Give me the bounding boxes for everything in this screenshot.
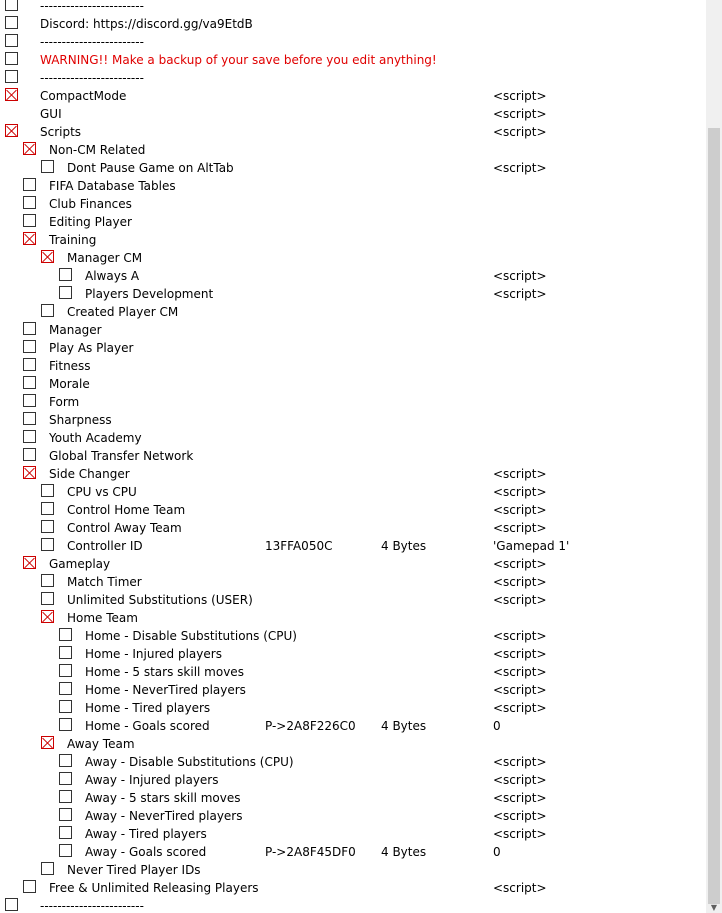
row-description: Control Home Team [67,503,186,517]
row-value[interactable]: <script> [493,557,547,571]
table-row[interactable] [0,159,706,177]
row-description: Control Away Team [67,521,182,535]
checkbox[interactable] [41,538,54,551]
checkbox[interactable] [23,322,36,335]
row-description: Manager [49,323,102,337]
row-value[interactable]: <script> [493,593,547,607]
row-value[interactable]: <script> [493,773,547,787]
row-description: Away - NeverTired players [85,809,243,823]
row-description: Home - Goals scored [85,719,210,733]
checkbox[interactable] [59,286,72,299]
checkbox[interactable] [23,214,36,227]
row-description: Always A [85,269,140,283]
row-description: Dont Pause Game on AltTab [67,161,234,175]
row-description: Home - NeverTired players [85,683,246,697]
scrollbar-thumb[interactable] [708,128,720,904]
checked-checkbox[interactable] [41,736,54,749]
row-description: Editing Player [49,215,132,229]
checkbox[interactable] [41,160,54,173]
row-description: Match Timer [67,575,142,589]
row-description: Home - Disable Substitutions (CPU) [85,629,297,643]
checkbox[interactable] [41,862,54,875]
row-value[interactable]: <script> [493,125,547,139]
row-value[interactable]: <script> [493,161,547,175]
row-description: Away Team [67,737,135,751]
checkbox[interactable] [23,880,36,893]
table-row[interactable] [0,717,706,735]
checkbox[interactable] [59,826,72,839]
checkbox[interactable] [23,340,36,353]
row-description: Away - Goals scored [85,845,207,859]
checkbox[interactable] [59,790,72,803]
row-description: Created Player CM [67,305,179,319]
table-row[interactable] [0,15,706,33]
row-type: 4 Bytes [381,719,427,733]
row-value[interactable]: 0 [493,845,501,859]
table-row[interactable] [0,303,706,321]
table-row[interactable] [0,51,706,69]
row-description: Discord: https://discord.gg/va9EtdB [40,17,253,31]
table-row[interactable] [0,753,706,771]
row-value[interactable]: <script> [493,575,547,589]
checkbox[interactable] [41,484,54,497]
table-row[interactable] [0,807,706,825]
checkbox[interactable] [59,628,72,641]
row-value[interactable]: <script> [493,647,547,661]
row-description: Scripts [40,125,82,139]
table-row[interactable] [0,537,706,555]
checkbox[interactable] [59,844,72,857]
row-description: CompactMode [40,89,127,103]
table-row[interactable] [0,483,706,501]
checkbox[interactable] [59,754,72,767]
row-description: Away - Injured players [85,773,219,787]
table-row[interactable] [0,663,706,681]
row-description: GUI [40,107,62,121]
row-description: Unlimited Substitutions (USER) [67,593,253,607]
row-description: Training [49,233,97,247]
row-value[interactable]: <script> [493,503,547,517]
checkbox[interactable] [41,574,54,587]
row-description: Play As Player [49,341,134,355]
table-row[interactable] [0,285,706,303]
checkbox[interactable] [23,430,36,443]
table-row[interactable] [0,609,706,627]
row-address: P->2A8F45DF0 [265,845,356,859]
checkbox[interactable] [59,772,72,785]
table-row[interactable] [0,789,706,807]
row-value[interactable]: 'Gamepad 1' [493,539,570,553]
table-row[interactable] [0,411,706,429]
checkbox[interactable] [5,16,18,29]
table-row[interactable] [0,591,706,609]
checkbox[interactable] [41,502,54,515]
checkbox[interactable] [5,52,18,65]
checkbox[interactable] [23,196,36,209]
row-value[interactable]: <script> [493,809,547,823]
row-description: ------------------------ [40,35,144,49]
table-row[interactable] [0,825,706,843]
table-row[interactable] [0,645,706,663]
table-row[interactable] [0,447,706,465]
row-description: Away - 5 stars skill moves [85,791,241,805]
row-description: ------------------------ [40,899,144,913]
table-row[interactable] [0,555,706,573]
checkbox[interactable] [5,34,18,47]
row-description: Home Team [67,611,138,625]
row-address: P->2A8F226C0 [265,719,356,733]
checkbox[interactable] [59,700,72,713]
row-value[interactable]: <script> [493,287,547,301]
row-value[interactable]: <script> [493,791,547,805]
checkbox[interactable] [23,376,36,389]
checked-checkbox[interactable] [23,466,36,479]
row-description: Controller ID [67,539,143,553]
scroll-down-arrow-icon[interactable]: ▼ [710,903,718,912]
checked-checkbox[interactable] [5,124,18,137]
table-row[interactable] [0,87,706,105]
row-description: WARNING!! Make a backup of your save before you edit anything! [40,53,437,67]
checkbox[interactable] [23,178,36,191]
row-description: Away - Disable Substitutions (CPU) [85,755,294,769]
table-row[interactable] [0,843,706,861]
checkbox[interactable] [59,268,72,281]
row-description: Form [49,395,80,409]
checkbox[interactable] [23,448,36,461]
vertical-scrollbar[interactable] [706,0,722,913]
row-description: CPU vs CPU [67,485,137,499]
checkbox[interactable] [41,592,54,605]
checked-checkbox[interactable] [41,250,54,263]
table-row[interactable] [0,195,706,213]
checked-checkbox[interactable] [41,610,54,623]
checkbox[interactable] [59,682,72,695]
checkbox[interactable] [59,808,72,821]
row-description: Global Transfer Network [49,449,194,463]
row-description: ------------------------ [40,0,144,13]
table-row[interactable] [0,879,706,897]
table-row[interactable] [0,627,706,645]
checked-checkbox[interactable] [5,88,18,101]
table-row[interactable] [0,339,706,357]
checkbox[interactable] [5,70,18,83]
checkbox[interactable] [59,664,72,677]
table-row[interactable] [0,267,706,285]
row-value[interactable]: <script> [493,89,547,103]
table-row[interactable] [0,231,706,249]
checkbox[interactable] [23,412,36,425]
row-address: 13FFA050C [265,539,333,553]
checkbox[interactable] [23,394,36,407]
table-row[interactable] [0,321,706,339]
table-row[interactable] [0,735,706,753]
checkbox[interactable] [59,646,72,659]
row-description: Manager CM [67,251,143,265]
row-type: 4 Bytes [381,845,427,859]
table-row[interactable] [0,213,706,231]
row-description: Gameplay [49,557,111,571]
row-description: Youth Academy [49,431,142,445]
row-value[interactable]: <script> [493,683,547,697]
table-row[interactable] [0,897,706,913]
row-description: Home - Tired players [85,701,211,715]
checked-checkbox[interactable] [23,556,36,569]
row-value[interactable]: <script> [493,827,547,841]
checked-checkbox[interactable] [23,142,36,155]
row-value[interactable]: 0 [493,719,501,733]
row-value[interactable]: <script> [493,701,547,715]
table-row[interactable] [0,33,706,51]
checkbox[interactable] [41,304,54,317]
table-row[interactable] [0,771,706,789]
row-description: Morale [49,377,90,391]
checkbox[interactable] [23,358,36,371]
table-row[interactable] [0,519,706,537]
row-type: 4 Bytes [381,539,427,553]
table-row[interactable] [0,681,706,699]
row-description: Non-CM Related [49,143,146,157]
checkbox[interactable] [5,0,18,11]
table-row[interactable] [0,375,706,393]
row-description: Away - Tired players [85,827,207,841]
row-value[interactable]: <script> [493,485,547,499]
row-description: ------------------------ [40,71,144,85]
row-description: Home - Injured players [85,647,222,661]
checked-checkbox[interactable] [23,232,36,245]
table-row[interactable] [0,573,706,591]
row-description: Club Finances [49,197,132,211]
row-value[interactable]: <script> [493,107,547,121]
row-description: Players Development [85,287,214,301]
row-value[interactable]: <script> [493,881,547,895]
table-row[interactable] [0,177,706,195]
row-value[interactable]: <script> [493,665,547,679]
row-description: FIFA Database Tables [49,179,176,193]
checkbox[interactable] [41,520,54,533]
row-description: Sharpness [49,413,112,427]
row-value[interactable]: <script> [493,467,547,481]
table-row[interactable] [0,141,706,159]
table-row[interactable] [0,123,706,141]
table-row[interactable] [0,501,706,519]
row-description: Side Changer [49,467,130,481]
table-row[interactable] [0,249,706,267]
row-description: Never Tired Player IDs [67,863,201,877]
table-row[interactable] [0,429,706,447]
checkbox[interactable] [5,898,18,911]
table-row[interactable] [0,0,706,15]
table-row[interactable] [0,105,706,123]
table-row[interactable] [0,357,706,375]
table-row[interactable] [0,861,706,879]
table-row[interactable] [0,699,706,717]
row-value[interactable]: <script> [493,269,547,283]
table-row[interactable] [0,465,706,483]
row-description: Free & Unlimited Releasing Players [49,881,259,895]
row-value[interactable]: <script> [493,755,547,769]
checkbox[interactable] [59,718,72,731]
table-row[interactable] [0,393,706,411]
table-row[interactable] [0,69,706,87]
row-value[interactable]: <script> [493,629,547,643]
row-description: Home - 5 stars skill moves [85,665,244,679]
row-value[interactable]: <script> [493,521,547,535]
row-description: Fitness [49,359,91,373]
